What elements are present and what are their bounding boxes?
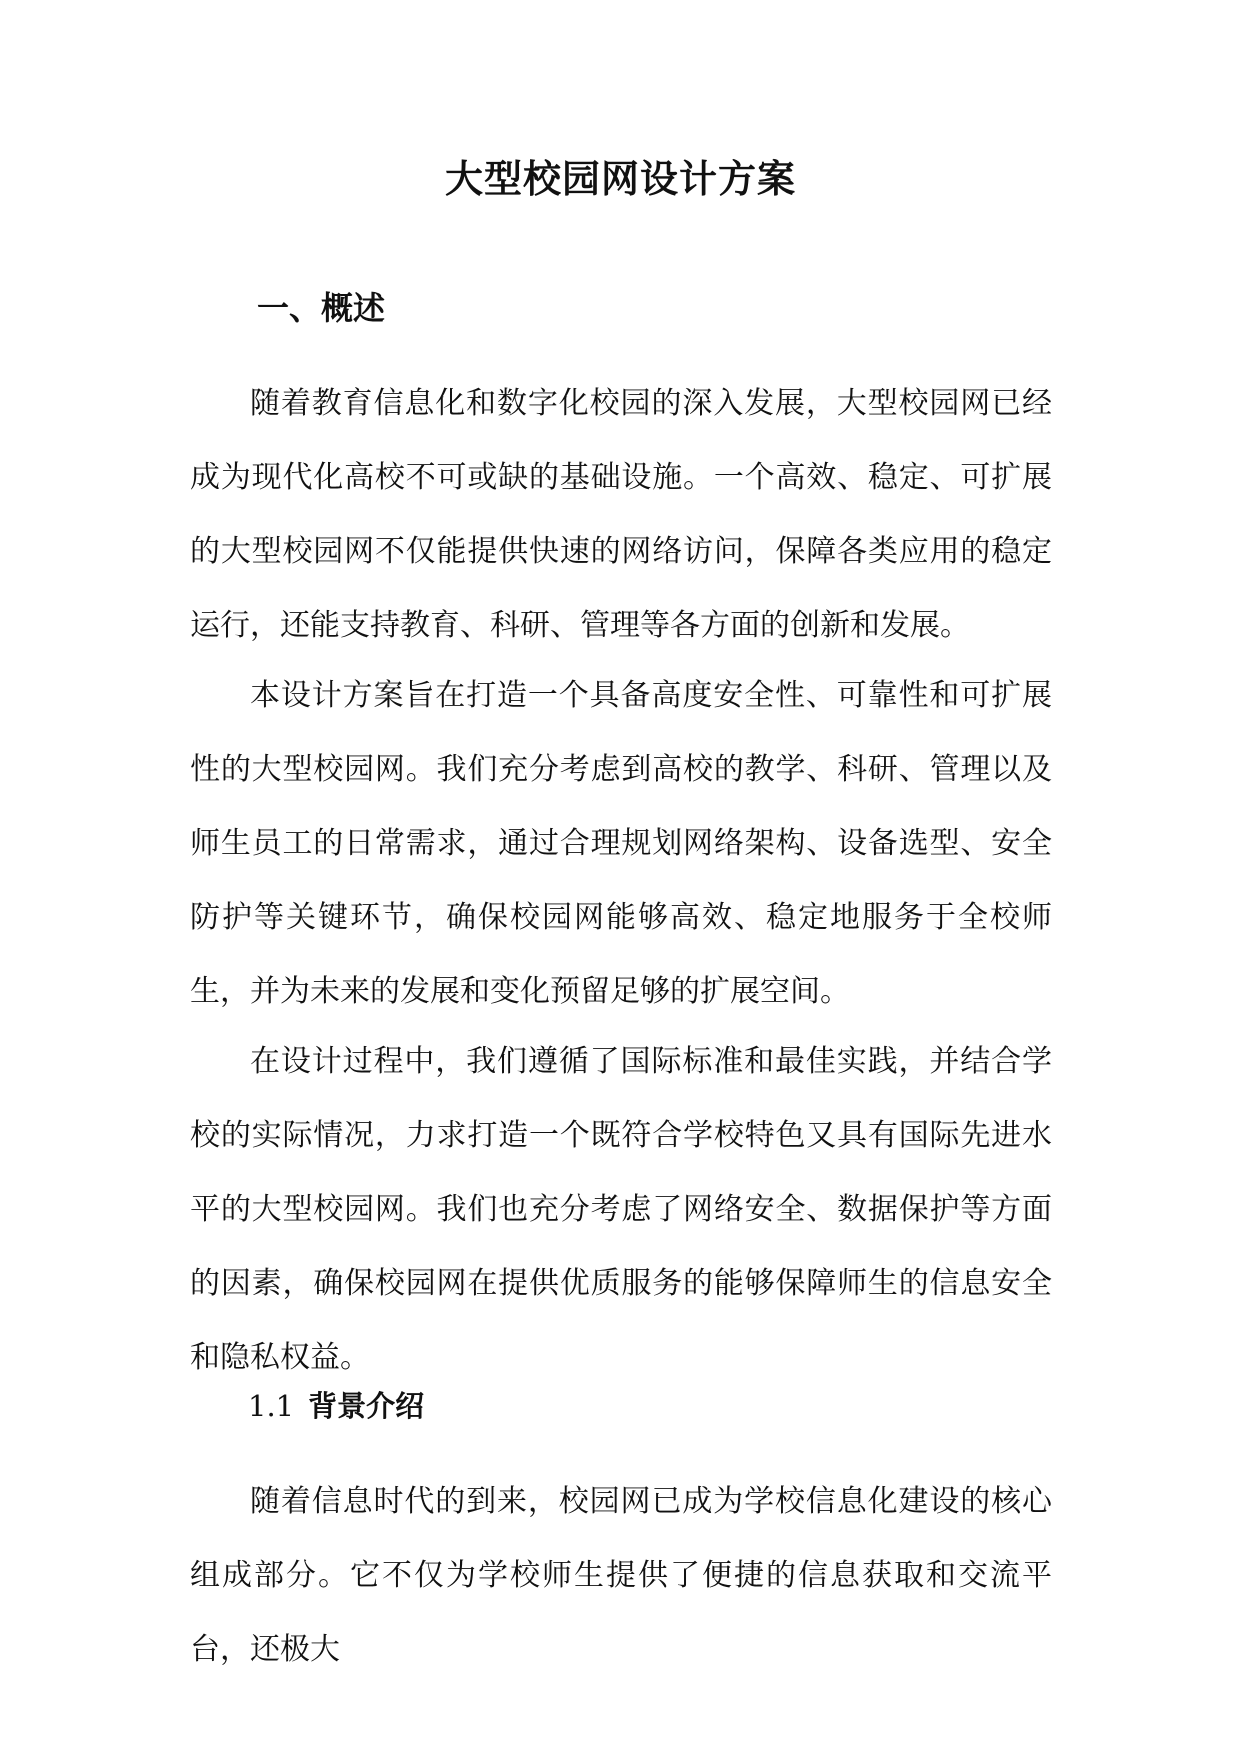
subsection-number: 1.1 (248, 1389, 295, 1423)
subsection-title: 背景介绍 (308, 1389, 425, 1423)
paragraph-4: 随着信息时代的到来，校园网已成为学校信息化建设的核心组成部分。它不仅为学校师生提供了便捷的信息获取和交流平台，还极大 (190, 1484, 1052, 1667)
paragraph-1: 随着教育信息化和数字化校园的深入发展，大型校园网已经成为现代化高校不可或缺的基础设施。一个高效、稳定、可扩展的大型校园网不仅能提供快速的网络访问，保障各类应用的稳定运行，还能支持教育、科研、管理等各方面的创新和发展。 (190, 386, 1052, 643)
paragraph-2: 本设计方案旨在打造一个具备高度安全性、可靠性和可扩展性的大型校园网。我们充分考虑到高校的教学、科研、管理以及师生员工的日常需求，通过合理规划网络架构、设备选型、安全防护等关键环节，确保校园网能够高效、稳定地服务于全校师生，并为未来的发展和变化预留足够的扩展空间。 (190, 678, 1052, 1009)
subsection-heading-background (248, 1384, 424, 1425)
paragraph-3: 在设计过程中，我们遵循了国际标准和最佳实践，并结合学校的实际情况，力求打造一个既符合学校特色又具有国际先进水平的大型校园网。我们也充分考虑了网络安全、数据保护等方面的因素，确保校园网在提供优质服务的能够保障师生的信息安全和隐私权益。 (190, 1044, 1052, 1375)
document-title: 大型校园网设计方案 (444, 156, 796, 201)
section-heading-overview: 一、概述 (257, 289, 386, 327)
